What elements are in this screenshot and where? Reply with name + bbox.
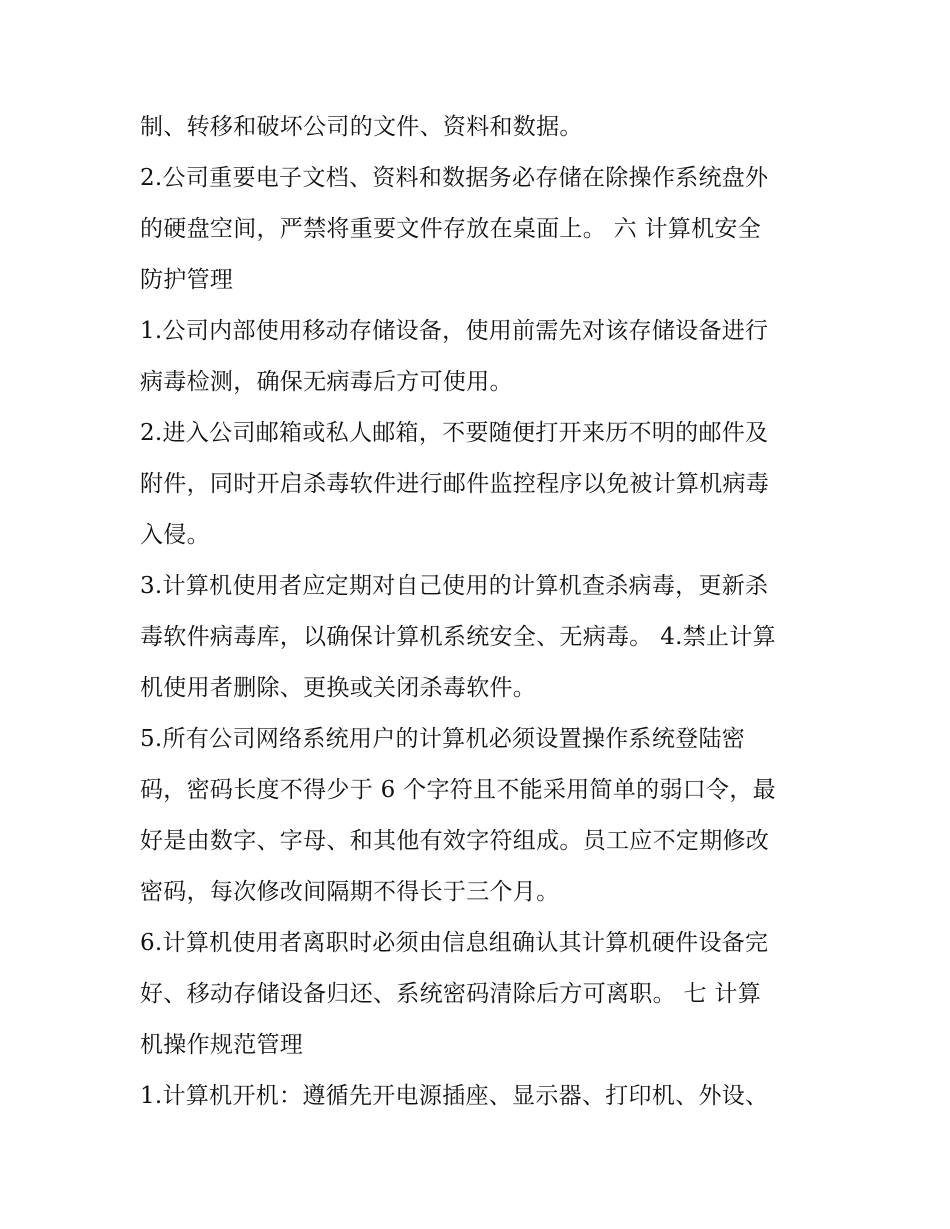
text-line: 毒软件病毒库，以确保计算机系统安全、无病毒。 4.禁止计算	[140, 624, 776, 650]
text-line: 附件，同时开启杀毒软件进行邮件监控程序以免被计算机病毒	[140, 471, 770, 497]
text-line: 码，密码长度不得少于 6 个字符且不能采用简单的弱口令，最	[140, 777, 776, 803]
text-line: 1.公司内部使用移动存储设备，使用前需先对该存储设备进行	[140, 318, 769, 344]
document-body	[140, 102, 820, 1122]
text-line: 5.所有公司网络系统用户的计算机必须设置操作系统登陆密	[140, 726, 746, 752]
text-line: 入侵。	[140, 522, 210, 548]
text-line: 制、转移和破坏公司的文件、资料和数据。	[140, 114, 583, 140]
text-line: 密码，每次修改间隔期不得长于三个月。	[140, 879, 560, 905]
text-line: 2.进入公司邮箱或私人邮箱，不要随便打开来历不明的邮件及	[140, 420, 769, 446]
text-line: 防护管理	[140, 267, 234, 293]
text-line: 机使用者删除、更换或关闭杀毒软件。	[140, 675, 537, 701]
text-line: 1.计算机开机：遵循先开电源插座、显示器、打印机、外设、	[140, 1083, 769, 1109]
text-line: 3.计算机使用者应定期对自己使用的计算机查杀病毒，更新杀	[140, 573, 769, 599]
text-line: 机操作规范管理	[140, 1032, 304, 1058]
text-line: 2.公司重要电子文档、资料和数据务必存储在除操作系统盘外	[140, 165, 769, 191]
text-line: 的硬盘空间，严禁将重要文件存放在桌面上。 六 计算机安全	[140, 216, 762, 242]
text-line: 病毒检测，确保无病毒后方可使用。	[140, 369, 513, 395]
text-line: 6.计算机使用者离职时必须由信息组确认其计算机硬件设备完	[140, 930, 769, 956]
text-line: 好是由数字、字母、和其他有效字符组成。员工应不定期修改	[140, 828, 770, 854]
text-line: 好、移动存储设备归还、系统密码清除后方可离职。 七 计算	[140, 981, 762, 1007]
